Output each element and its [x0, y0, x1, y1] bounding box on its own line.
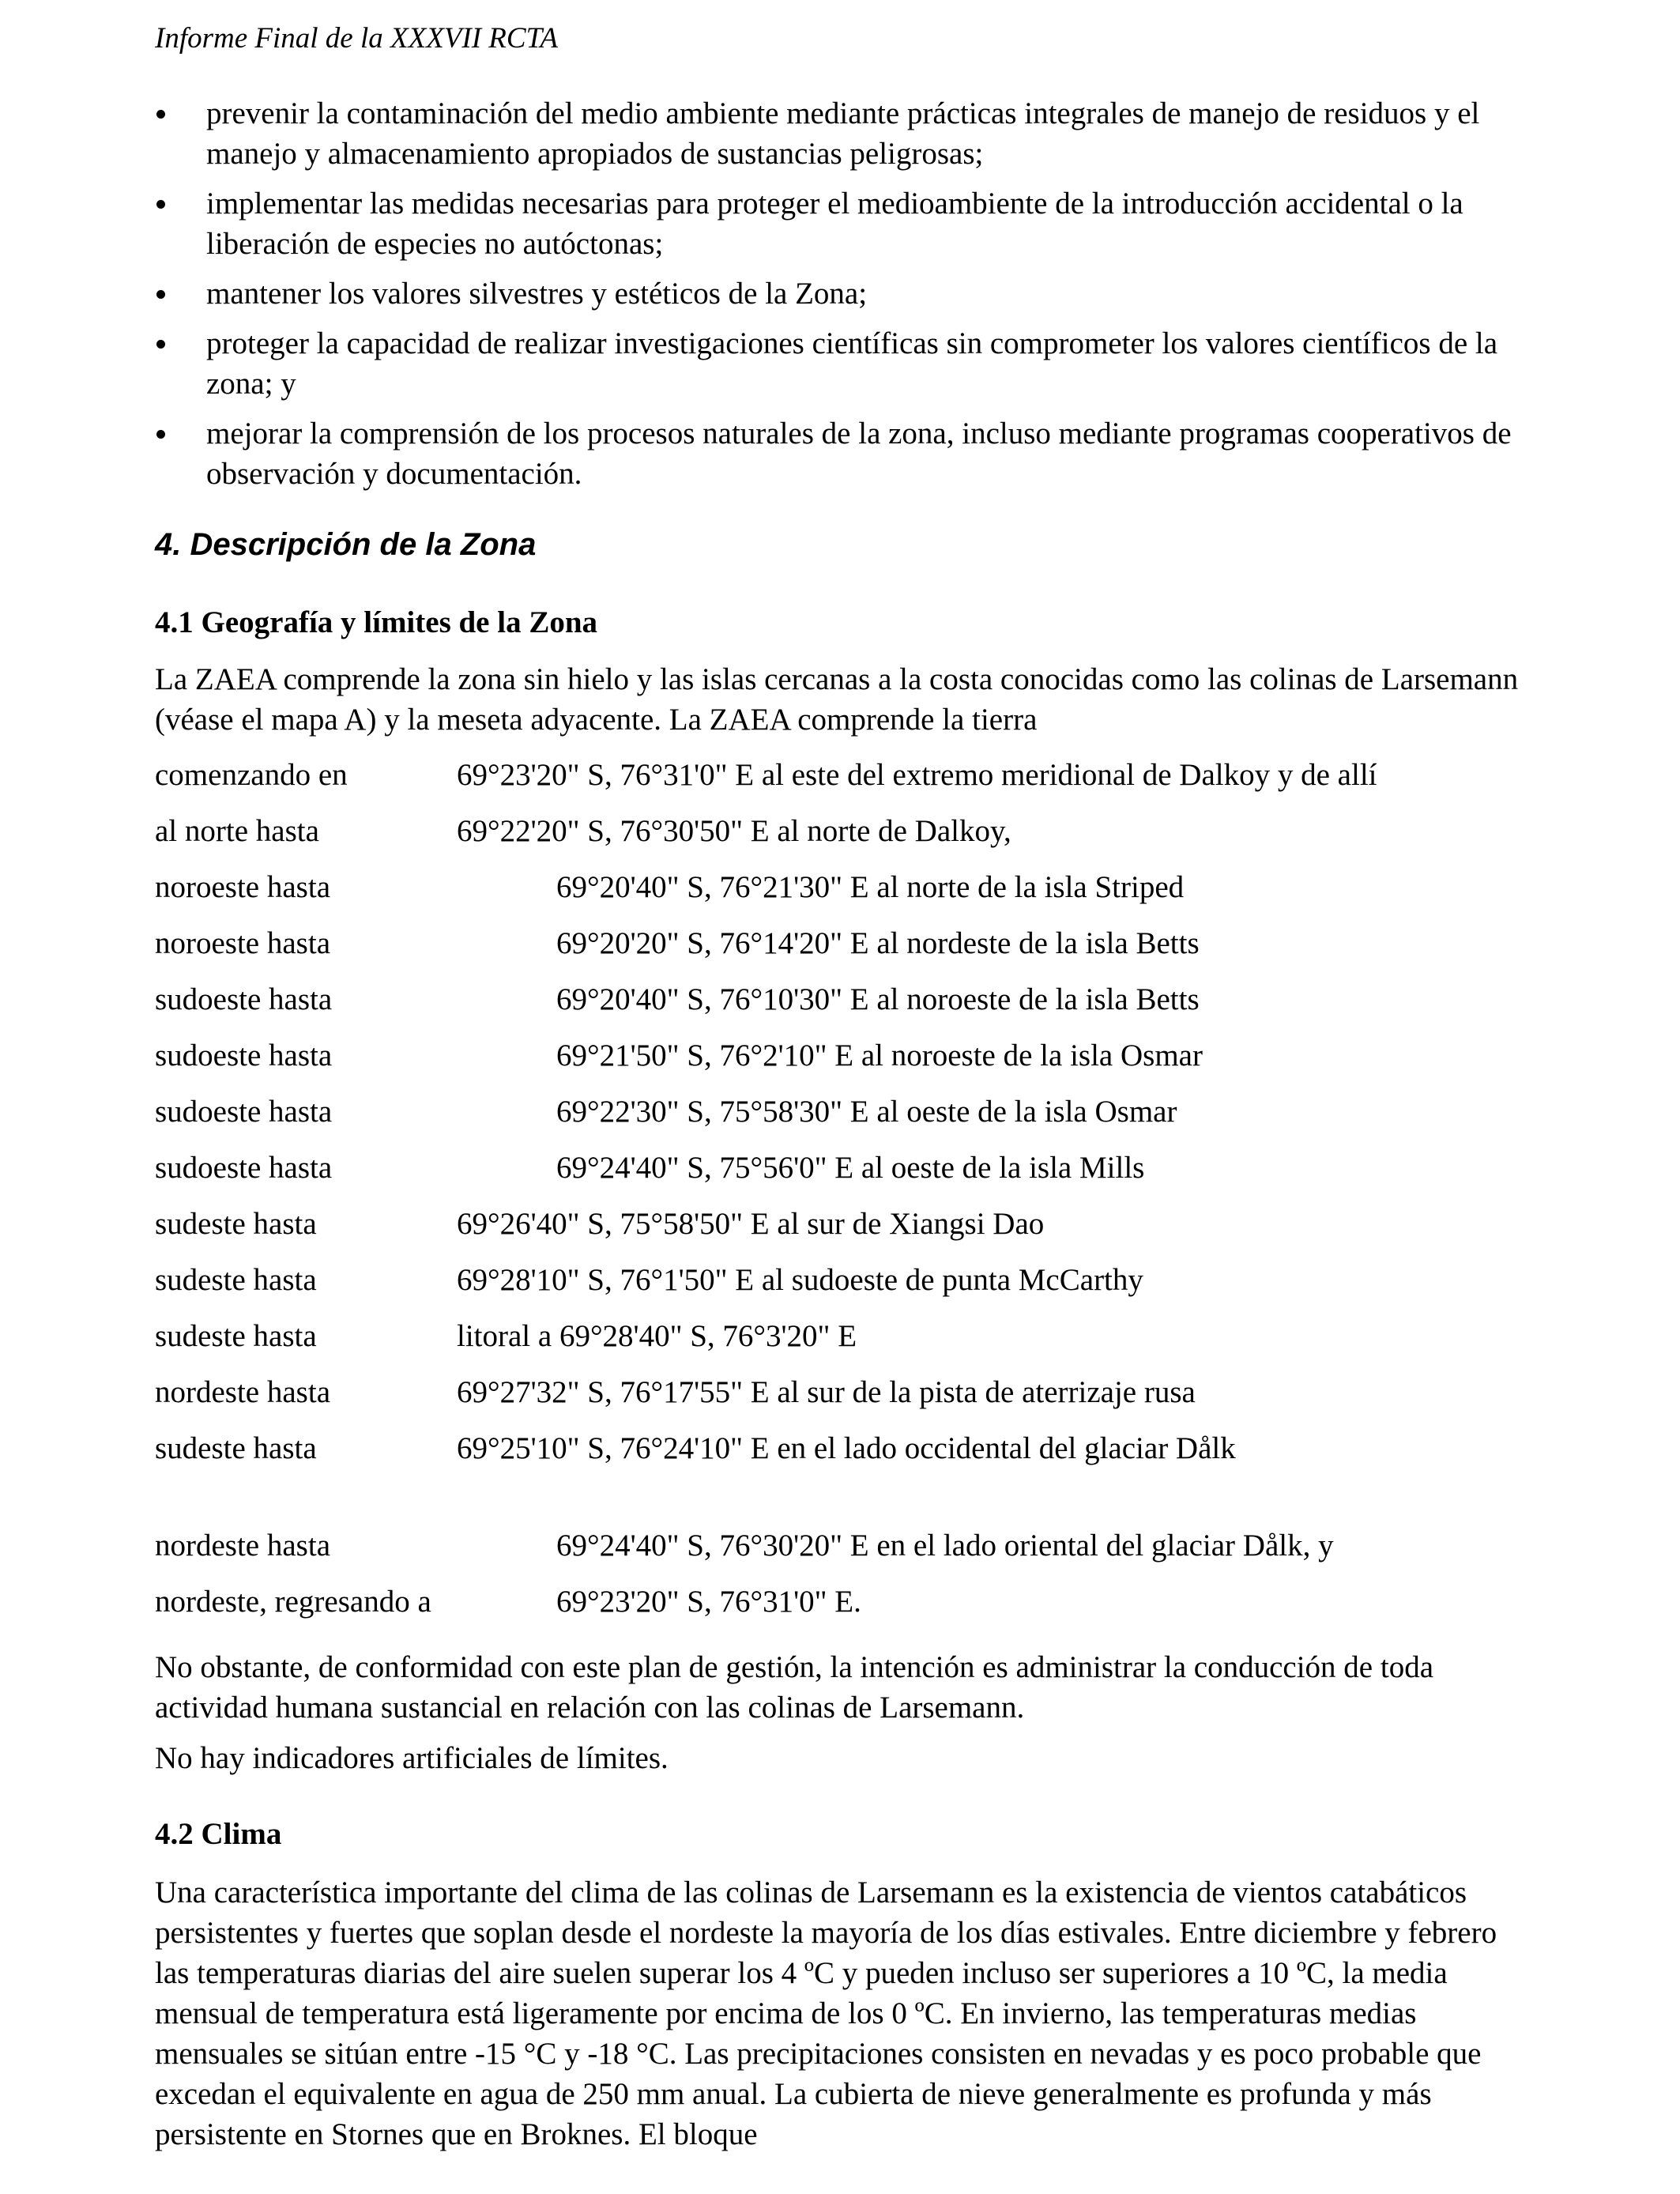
- boundary-row: [155, 1091, 1530, 1148]
- boundary-direction: al norte hasta: [155, 814, 319, 848]
- list-item-text: mantener los valores silvestres y estéticos de la Zona;: [206, 277, 868, 311]
- boundary-row: [155, 1148, 1530, 1204]
- subsection-heading-climate: 4.2 Clima: [155, 1817, 282, 1851]
- boundary-direction: noroeste hasta: [155, 926, 331, 960]
- boundary-position: 69°22'30" S, 75°58'30" E al oeste de la isla Osmar: [556, 1095, 1177, 1129]
- boundary-direction: sudoeste hasta: [155, 982, 333, 1016]
- geography-intro: La ZAEA comprende la zona sin hielo y las islas cercanas a la costa conocidas como las colinas de Larsemann (véase el mapa A) y la meseta adyacente. La ZAEA comprende la tierra: [155, 662, 1519, 737]
- boundary-position: 69°26'40" S, 75°58'50" E al sur de Xiangsi Dao: [457, 1207, 1045, 1241]
- boundary-position: 69°24'40" S, 75°56'0" E al oeste de la isla Mills: [556, 1151, 1145, 1185]
- boundary-row: [155, 1316, 1530, 1372]
- boundary-position: 69°28'10" S, 76°1'50" E al sudoeste de punta McCarthy: [457, 1263, 1143, 1297]
- running-header: Informe Final de la XXXVII RCTA: [155, 22, 559, 55]
- section-heading: 4. Descripción de la Zona: [155, 527, 537, 562]
- bullet-icon: [156, 340, 165, 349]
- bullet-icon: [156, 200, 165, 209]
- boundary-row: [155, 1428, 1530, 1484]
- boundary-position: 69°27'32" S, 76°17'55" E al sur de la pista de aterrizaje rusa: [457, 1375, 1196, 1409]
- bullet-icon: [156, 430, 165, 439]
- boundary-direction: sudeste hasta: [155, 1207, 317, 1241]
- boundary-position: 69°25'10" S, 76°24'10" E en el lado occidental del glaciar Dålk: [457, 1431, 1236, 1465]
- list-item: [155, 413, 1530, 494]
- boundary-row: [155, 1525, 1530, 1581]
- boundary-position: 69°23'20" S, 76°31'0" E.: [556, 1585, 861, 1619]
- boundary-direction: sudoeste hasta: [155, 1151, 333, 1185]
- boundary-position: 69°20'40" S, 76°21'30" E al norte de la isla Striped: [556, 870, 1185, 904]
- boundary-position: 69°20'20" S, 76°14'20" E al nordeste de la isla Betts: [556, 926, 1200, 960]
- boundary-direction: comenzando en: [155, 758, 348, 792]
- boundary-position: 69°22'20" S, 76°30'50" E al norte de Dalkoy,: [457, 814, 1011, 848]
- boundary-direction: sudeste hasta: [155, 1263, 317, 1297]
- boundary-direction: sudeste hasta: [155, 1319, 317, 1353]
- list-item: [155, 323, 1530, 404]
- boundary-direction: sudoeste hasta: [155, 1039, 333, 1072]
- boundary-row: [155, 1372, 1530, 1428]
- boundary-row: [155, 1581, 1530, 1638]
- list-item-text: mejorar la comprensión de los procesos naturales de la zona, incluso mediante programas cooperativos de observación y documentación.: [206, 417, 1512, 491]
- boundary-direction: nordeste, regresando a: [155, 1585, 431, 1619]
- boundary-position: litoral a 69°28'40" S, 76°3'20" E: [457, 1319, 857, 1353]
- boundary-row: [155, 979, 1530, 1035]
- boundary-direction: sudoeste hasta: [155, 1095, 333, 1129]
- boundary-coordinates: [155, 755, 1530, 1638]
- boundary-row: [155, 923, 1530, 979]
- boundary-row: [155, 1260, 1530, 1316]
- boundary-position: 69°24'40" S, 76°30'20" E en el lado oriental del glaciar Dålk, y: [556, 1529, 1334, 1563]
- list-item: [155, 273, 1530, 314]
- boundary-direction: nordeste hasta: [155, 1529, 331, 1563]
- list-item-text: prevenir la contaminación del medio ambiente mediante prácticas integrales de manejo de residuos y el manejo y almacenamiento apropiados de sustancias peligrosas;: [206, 96, 1480, 171]
- objectives-list: [155, 93, 1530, 503]
- list-item-text: implementar las medidas necesarias para proteger el medioambiente de la introducción accidental o la liberación de especies no autóctonas;: [206, 187, 1463, 261]
- boundary-row: [155, 811, 1530, 867]
- boundary-direction: sudeste hasta: [155, 1431, 317, 1465]
- markers-note: No hay indicadores artificiales de límites.: [155, 1741, 669, 1775]
- bullet-icon: [156, 290, 165, 299]
- boundary-position: 69°23'20" S, 76°31'0" E al este del extremo meridional de Dalkoy y de allí: [457, 758, 1377, 792]
- boundary-row: [155, 867, 1530, 923]
- boundary-direction: noroeste hasta: [155, 870, 331, 904]
- boundary-row: [155, 1204, 1530, 1260]
- boundary-row: [155, 1035, 1530, 1091]
- climate-body: Una característica importante del clima de las colinas de Larsemann es la existencia de vientos catabáticos persistentes y fuertes que soplan desde el nordeste la mayoría de los días estivales. Entre diciembre y febrero las temperaturas diarias del aire suelen superar los 4 ºC y pueden incluso ser superiores a 10 ºC, la media mensual de temperatura está ligeramente por encima de los 0 ºC. En invierno, las temperaturas medias mensuales se sitúan entre -15 °C y -18 °C. Las precipitaciones consisten en nevadas y es poco probable que excedan el equivalente en agua de 250 mm anual. La cubierta de nieve generalmente es profunda y más persistente en Stornes que en Broknes. El bloque: [155, 1875, 1497, 2151]
- subsection-heading-geography: 4.1 Geografía y límites de la Zona: [155, 605, 598, 639]
- boundary-position: 69°21'50" S, 76°2'10" E al noroeste de la isla Osmar: [556, 1039, 1203, 1072]
- boundary-position: 69°20'40" S, 76°10'30" E al noroeste de la isla Betts: [556, 982, 1200, 1016]
- boundary-direction: nordeste hasta: [155, 1375, 331, 1409]
- list-item-text: proteger la capacidad de realizar investigaciones científicas sin comprometer los valores científicos de la zona; y: [206, 326, 1498, 401]
- bullet-icon: [156, 110, 165, 119]
- boundary-row: [155, 755, 1530, 811]
- list-item: [155, 183, 1530, 264]
- management-note: No obstante, de conformidad con este plan de gestión, la intención es administrar la conducción de toda actividad humana sustancial en relación con las colinas de Larsemann.: [155, 1650, 1434, 1725]
- list-item: [155, 93, 1530, 174]
